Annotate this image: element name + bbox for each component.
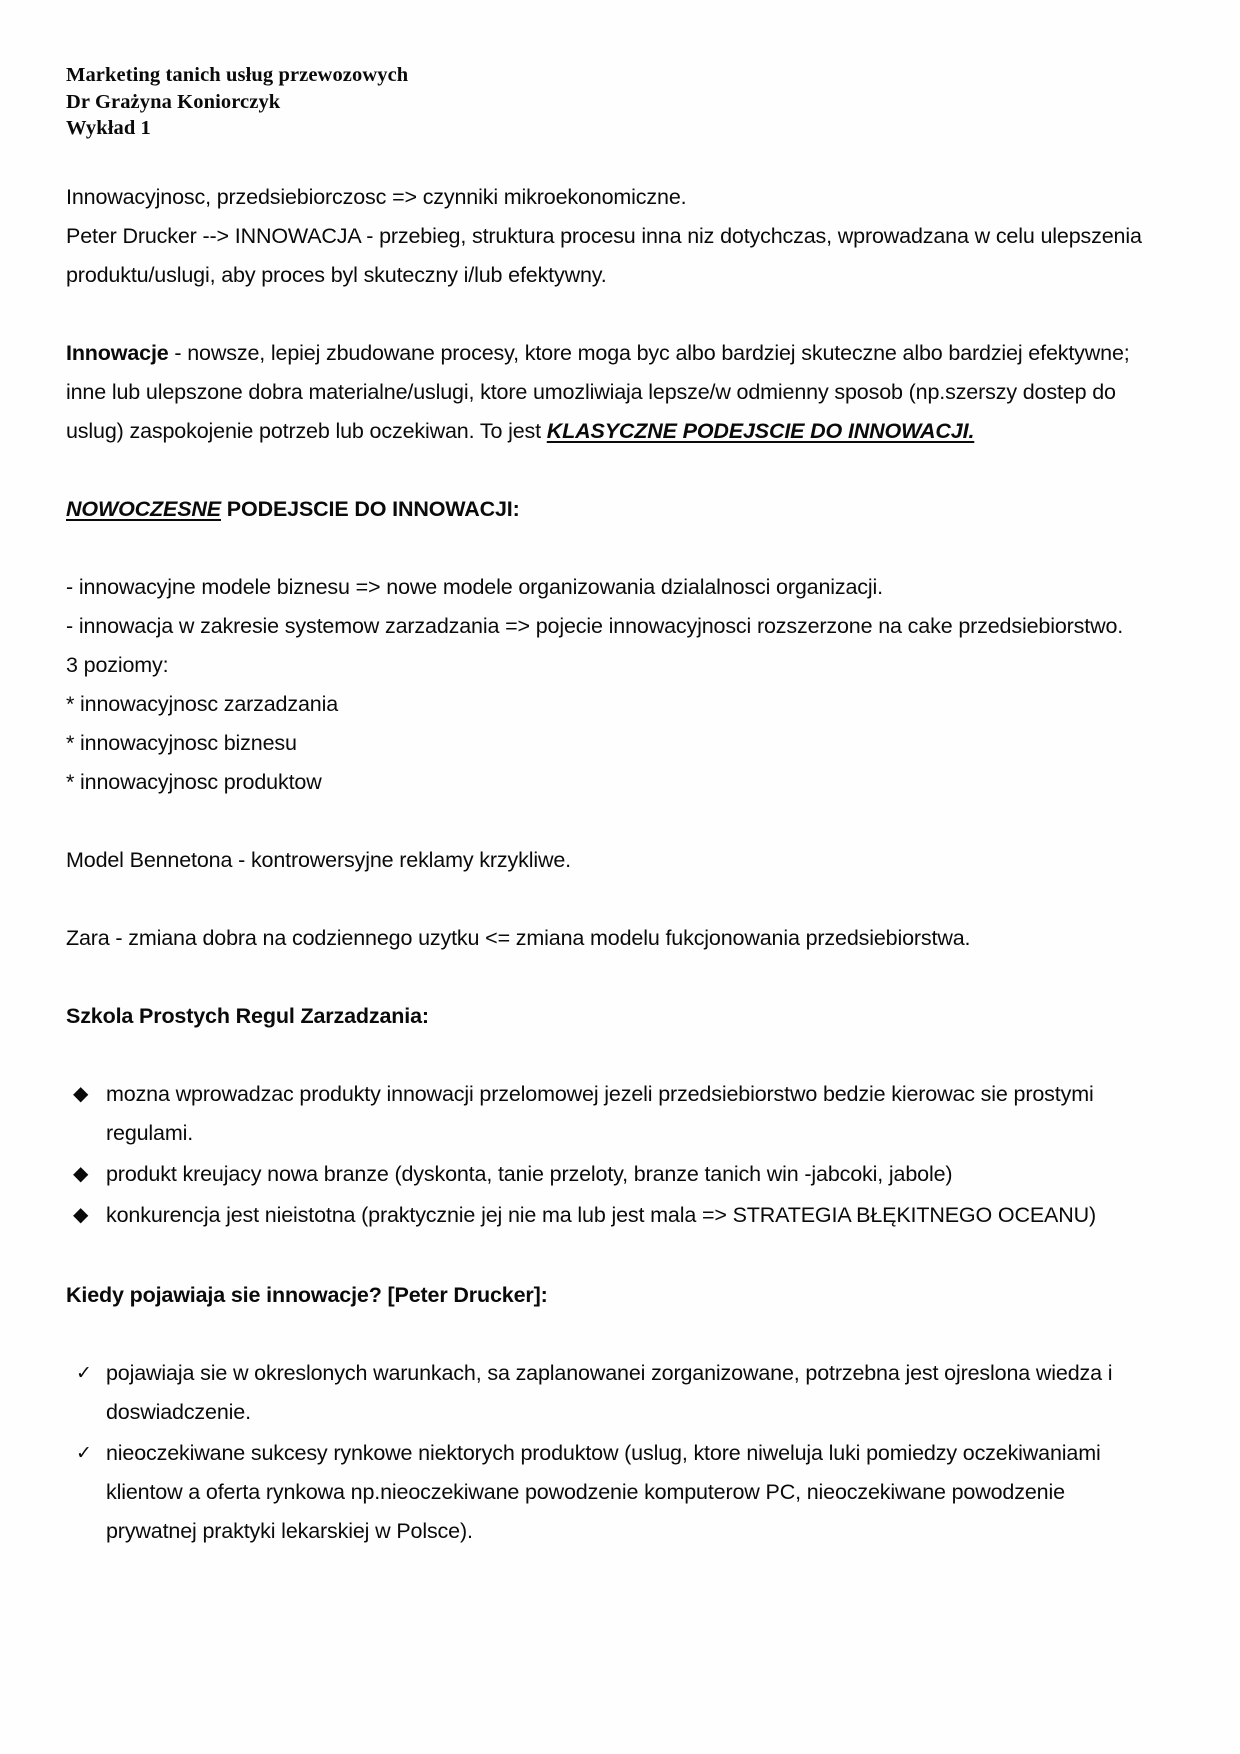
definition-innowacje: - nowsze, lepiej zbudowane procesy, ktore moga byc albo bardziej skuteczne albo bardziej efektywne; inne lub ulepszone dobra materialne/uslugi, ktore umozliwiaja lepsze/w odmienny sposob (np.szerszy dostep do uslug) zaspokojenie potrzeb lub oczekiwan. To jest: [66, 340, 1130, 443]
list-item-text: pojawiaja sie w okreslonych warunkach, sa zaplanowanei zorganizowane, potrzebna jest ojreslona wiedza i doswiadczenie.: [106, 1360, 1113, 1424]
label-3-poziomy: 3 poziomy:: [66, 652, 169, 677]
list-szkola-prostych-regul: [66, 1075, 1145, 1235]
list-item-text: nieoczekiwane sukcesy rynkowe niektorych produktow (uslug, ktore niweluja luki pomiedzy oczekiwaniami klientow a oferta rynkowa np.nieoczekiwane powodzenie komputerow PC, nieoczekiwane powodzenie prywatnej praktyki lekarskiej w Polsce).: [106, 1440, 1101, 1543]
emphasis-nowoczesne: NOWOCZESNE: [66, 496, 221, 521]
diamond-bullet-icon: ◆: [73, 1203, 89, 1226]
poziom-biznesu: * innowacyjnosc biznesu: [66, 730, 297, 755]
point-modele-biznesu: - innowacyjne modele biznesu => nowe modele organizowania dzialalnosci organizacji.: [66, 574, 883, 599]
list-item: [66, 1354, 1145, 1432]
checkmark-bullet-icon: ✓: [76, 1442, 92, 1464]
paragraph-model-bennetona: Model Bennetona - kontrowersyjne reklamy krzykliwe.: [66, 847, 571, 872]
list-item: [66, 1075, 1145, 1153]
spacer: [66, 1315, 1145, 1354]
spacer: [66, 1036, 1145, 1075]
document-header: [66, 62, 1145, 142]
list-item-text: konkurencja jest nieistotna (praktycznie jej nie ma lub jest mala => STRATEGIA BŁĘKITNEGO OCEANU): [106, 1202, 1096, 1227]
paragraph-intro-1: Innowacyjnosc, przedsiebiorczosc => czynniki mikroekonomiczne.: [66, 184, 687, 209]
paragraph-intro-2: Peter Drucker --> INNOWACJA - przebieg, struktura procesu inna niz dotychczas, wprowadzana w celu ulepszenia produktu/uslugi, aby proces byl skuteczny i/lub efektywny.: [66, 223, 1142, 287]
heading-szkola-prostych-regul: Szkola Prostych Regul Zarzadzania:: [66, 1003, 429, 1028]
emphasis-klasyczne-podejscie: KLASYCZNE PODEJSCIE DO INNOWACJI.: [546, 418, 975, 443]
spacer: [66, 958, 1145, 997]
heading-nowoczesne-podejscie: [66, 490, 1145, 529]
list-item: [66, 1196, 1145, 1235]
header-lecturer: Dr Grażyna Koniorczyk: [66, 90, 281, 113]
list-kiedy-pojawiaja-sie-innowacje: [66, 1354, 1145, 1551]
term-innowacje: Innowacje: [66, 340, 169, 365]
list-item-text: mozna wprowadzac produkty innowacji przelomowej jezeli przedsiebiorstwo bedzie kierowac sie prostymi regulami.: [106, 1081, 1094, 1145]
point-systemy-zarzadzania: - innowacja w zakresie systemow zarzadzania => pojecie innowacyjnosci rozszerzone na cake przedsiebiorstwo.: [66, 613, 1124, 638]
list-item-text: produkt kreujacy nowa branze (dyskonta, tanie przeloty, branze tanich win -jabcoki, jabole): [106, 1161, 953, 1186]
heading-kiedy-pojawiaja-sie-innowacje: Kiedy pojawiaja sie innowacje? [Peter Drucker]:: [66, 1282, 548, 1307]
poziom-produktow: * innowacyjnosc produktow: [66, 769, 322, 794]
spacer: [66, 1237, 1145, 1276]
document-body: [66, 178, 1145, 1551]
list-item: [66, 1434, 1145, 1551]
diamond-bullet-icon: ◆: [73, 1162, 89, 1185]
header-lecture-number: Wykład 1: [66, 117, 151, 139]
diamond-bullet-icon: ◆: [73, 1082, 89, 1105]
header-course-title: Marketing tanich usług przewozowych: [66, 64, 409, 86]
spacer: [66, 295, 1145, 334]
spacer: [66, 451, 1145, 490]
spacer: [66, 802, 1145, 841]
paragraph-zara: Zara - zmiana dobra na codziennego uzytku <= zmiana modelu fukcjonowania przedsiebiorstwa.: [66, 925, 971, 950]
poziom-zarzadzania: * innowacyjnosc zarzadzania: [66, 691, 339, 716]
list-item: [66, 1155, 1145, 1194]
heading-nowoczesne-rest: PODEJSCIE DO INNOWACJI:: [220, 496, 520, 521]
checkmark-bullet-icon: ✓: [76, 1362, 92, 1384]
spacer: [66, 529, 1145, 568]
paragraph-innowacje: [66, 334, 1145, 451]
spacer: [66, 880, 1145, 919]
